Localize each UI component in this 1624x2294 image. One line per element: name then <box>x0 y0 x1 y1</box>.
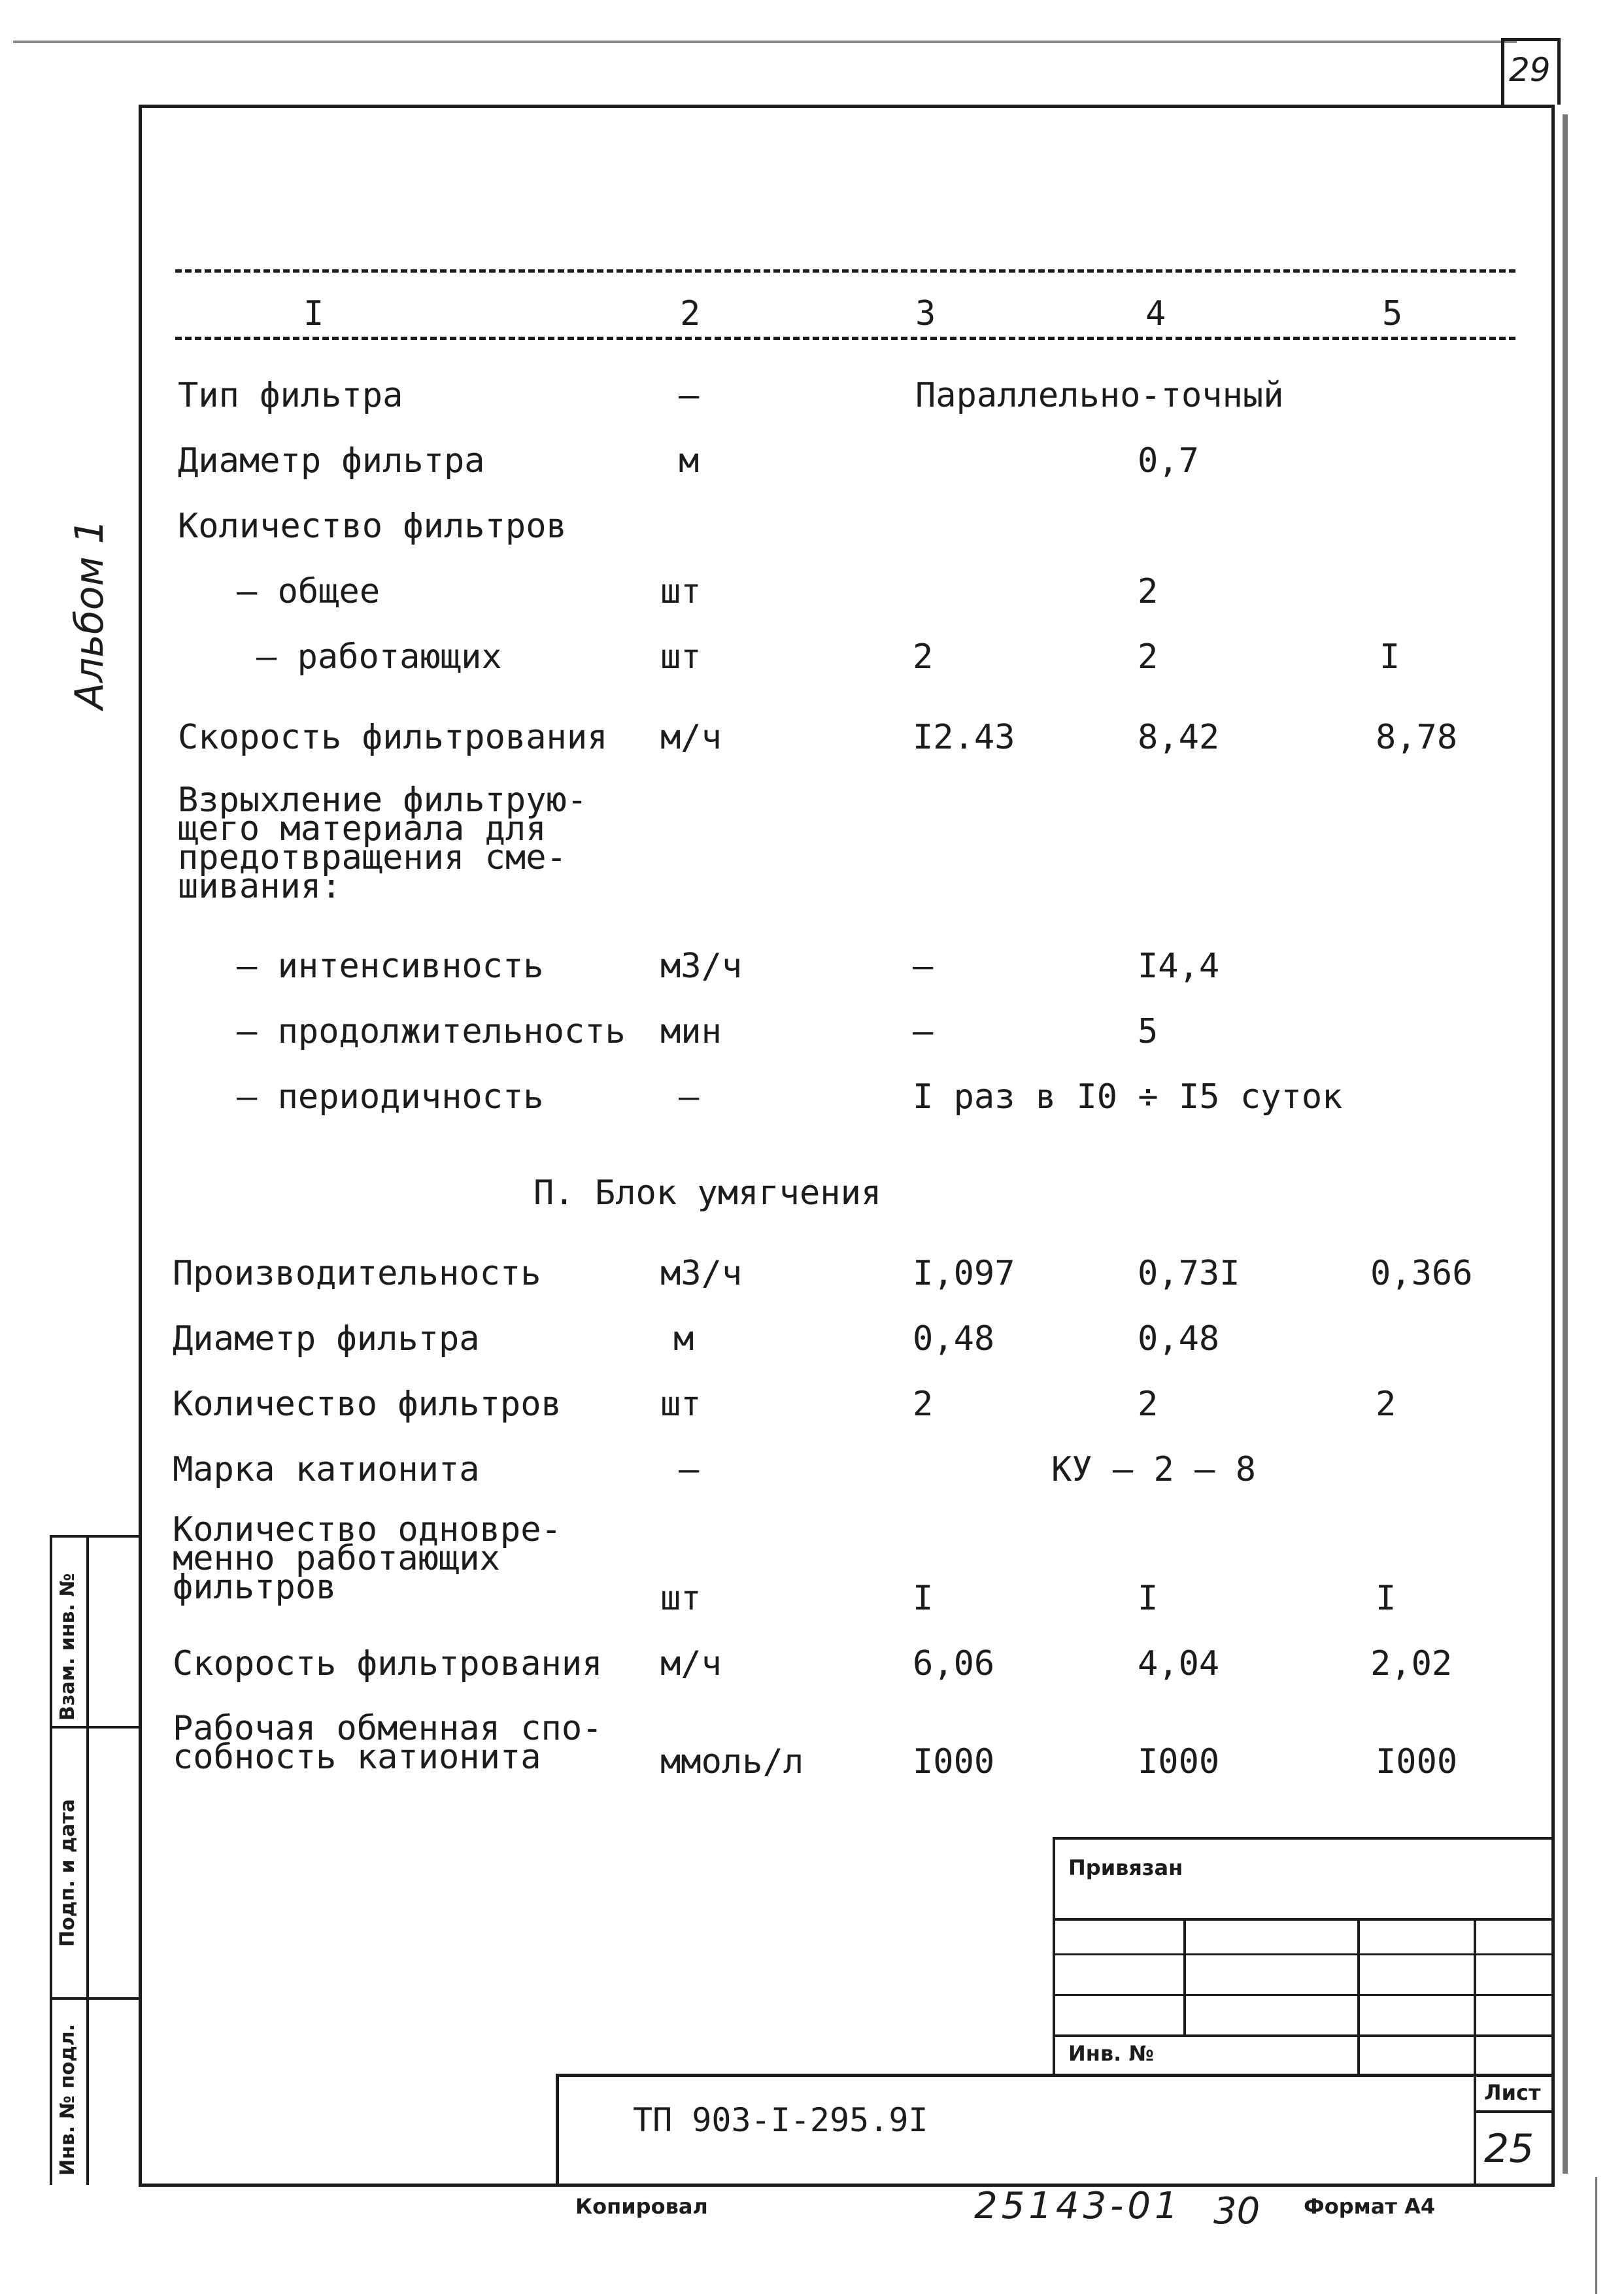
row-total-c4: 2 <box>1138 572 1159 611</box>
format-label: Формат А4 <box>1304 2194 1436 2219</box>
row-diameter2-c3: 0,48 <box>913 1319 995 1358</box>
row-diameter-label: Диаметр фильтра <box>178 441 485 481</box>
bound-grid-h2 <box>1053 1953 1555 1955</box>
sheet-label: Лист <box>1484 2080 1541 2105</box>
row-capacity-c4: I000 <box>1138 1742 1220 1781</box>
stamp-outer-left <box>50 1535 52 2185</box>
row-quantity-label: Количество фильтров <box>178 507 567 546</box>
header-dash-top <box>175 269 1515 273</box>
copied-label: Копировал <box>575 2194 708 2219</box>
corner-box-right <box>1557 38 1561 105</box>
corner-page-number: 29 <box>1509 51 1551 89</box>
row-speed-unit: м/ч <box>660 718 722 757</box>
bound-box-left <box>1053 1837 1055 2076</box>
row-speed2-label: Скорость фильтрования <box>173 1644 603 1683</box>
title-row-top <box>556 2074 1555 2077</box>
sheet-box-mid <box>1474 2110 1555 2113</box>
row-quantity2-c3: 2 <box>913 1385 934 1424</box>
frame-right <box>1551 105 1555 2186</box>
row-working-c3: 2 <box>913 637 934 677</box>
stamp-div-0 <box>50 1535 141 1538</box>
top-edge-line <box>13 41 1517 43</box>
document-code: ТП 903-I-295.9I <box>633 2101 928 2139</box>
stamp-div-1 <box>50 1726 141 1729</box>
row-speed-c3: I2.43 <box>913 718 1015 757</box>
row-speed2-c5: 2,02 <box>1370 1644 1453 1683</box>
sheet-number: 25 <box>1484 2126 1534 2172</box>
frame-right-shadow <box>1563 114 1568 2174</box>
row-speed-c5: 8,78 <box>1376 718 1458 757</box>
section-softening-title: П. Блок умягчения <box>533 1173 882 1213</box>
inv-label: Инв. № <box>1068 2041 1154 2066</box>
frame-left <box>139 105 142 2186</box>
row-duration-label: – продолжительность <box>237 1012 626 1051</box>
loosening-label: Взрыхление фильтрую- щего материала для предотвращения сме- шивания: <box>178 781 588 906</box>
row-periodicity-value: I раз в I0 ÷ I5 суток <box>913 1077 1343 1117</box>
corner-box-left <box>1501 38 1504 105</box>
col-number-4: 4 <box>1139 294 1172 333</box>
row-diameter2-c4: 0,48 <box>1138 1319 1220 1358</box>
row-speed2-c3: 6,06 <box>913 1644 995 1683</box>
row-simultaneous-c4: I <box>1138 1579 1159 1618</box>
row-productivity-c4: 0,73I <box>1138 1254 1240 1293</box>
row-capacity-c3: I000 <box>913 1742 995 1781</box>
row-simultaneous-c5: I <box>1376 1579 1396 1618</box>
page-right-edge <box>1595 2177 1597 2294</box>
stamp-orig-inv: Инв. № подл. <box>56 2023 79 2176</box>
stamp-sign-date: Подп. и дата <box>56 1798 79 1947</box>
row-quantity2-unit: шт <box>660 1385 702 1424</box>
row-working-label: – работающих <box>256 637 502 677</box>
bound-grid-h1 <box>1053 1918 1555 1921</box>
bound-grid-h4 <box>1053 2034 1555 2037</box>
col-number-1: I <box>297 294 330 333</box>
row-periodicity-label: – периодичность <box>237 1077 544 1117</box>
row-quantity2-c5: 2 <box>1376 1385 1396 1424</box>
row-intensity-c4: I4,4 <box>1138 947 1220 986</box>
row-cationite-label: Марка катионита <box>173 1450 480 1489</box>
sheet-box-left <box>1474 2074 1476 2186</box>
simultaneous-label: Количество одновре- менно работающих фильтров <box>173 1510 562 1607</box>
row-working-c4: 2 <box>1138 637 1159 677</box>
row-filter-type-value: Параллельно-точный <box>915 376 1284 415</box>
capacity-label: Рабочая обменная спо- собность катионита <box>173 1709 603 1777</box>
bound-grid-v2 <box>1357 1918 1360 2075</box>
row-productivity-label: Производительность <box>173 1254 541 1293</box>
row-filter-type-label: Тип фильтра <box>178 376 403 415</box>
corner-box-top <box>1501 38 1561 41</box>
header-dash-bottom <box>175 337 1515 340</box>
row-simultaneous-unit: шт <box>660 1579 702 1618</box>
row-duration-c3: – <box>913 1012 934 1051</box>
row-capacity-unit: ммоль/л <box>660 1742 804 1781</box>
row-simultaneous-c3: I <box>913 1579 934 1618</box>
row-quantity2-label: Количество фильтров <box>173 1385 562 1424</box>
row-duration-unit: мин <box>660 1012 722 1051</box>
row-productivity-c3: I,097 <box>913 1254 1015 1293</box>
row-capacity-c5: I000 <box>1376 1742 1458 1781</box>
stamp-div-2 <box>50 1997 141 2000</box>
row-cationite-unit: – <box>679 1450 700 1489</box>
row-productivity-c5: 0,366 <box>1370 1254 1473 1293</box>
row-diameter-c4: 0,7 <box>1138 441 1199 481</box>
row-duration-c4: 5 <box>1138 1012 1159 1051</box>
row-periodicity-unit: – <box>679 1077 700 1117</box>
row-total-unit: шт <box>660 572 702 611</box>
row-speed-c4: 8,42 <box>1138 718 1220 757</box>
row-productivity-unit: м3/ч <box>660 1254 743 1293</box>
row-intensity-label: – интенсивность <box>237 947 544 986</box>
bound-box-top <box>1053 1837 1555 1840</box>
order-suffix: 30 <box>1213 2190 1260 2233</box>
frame-bottom <box>139 2184 1555 2187</box>
row-intensity-unit: м3/ч <box>660 947 743 986</box>
col-number-5: 5 <box>1376 294 1409 333</box>
bound-grid-h3 <box>1053 1994 1555 1996</box>
row-speed-label: Скорость фильтрования <box>178 718 608 757</box>
bound-grid-v3 <box>1474 1918 1476 2075</box>
bound-label: Привязан <box>1068 1855 1183 1880</box>
row-intensity-c3: – <box>913 947 934 986</box>
stamp-replace-inv: Взам. инв. № <box>56 1573 79 1721</box>
row-quantity2-c4: 2 <box>1138 1385 1159 1424</box>
stamp-inner-left <box>86 1535 89 2185</box>
row-working-unit: шт <box>660 637 702 677</box>
order-number: 25143-01 <box>974 2185 1182 2227</box>
bound-grid-v1 <box>1183 1918 1186 2036</box>
row-diameter-unit: м <box>679 441 700 481</box>
row-cationite-value: КУ – 2 – 8 <box>1051 1450 1257 1489</box>
title-row-left <box>556 2074 559 2186</box>
row-diameter2-label: Диаметр фильтра <box>173 1319 480 1358</box>
row-speed2-c4: 4,04 <box>1138 1644 1220 1683</box>
row-filter-type-unit: – <box>679 376 700 415</box>
frame-top <box>139 105 1555 108</box>
album-label: Альбом 1 <box>67 519 112 709</box>
col-number-2: 2 <box>673 294 707 333</box>
row-working-c5: I <box>1379 637 1400 677</box>
row-diameter2-unit: м <box>673 1319 694 1358</box>
row-total-label: – общее <box>237 572 381 611</box>
col-number-3: 3 <box>909 294 942 333</box>
row-speed2-unit: м/ч <box>660 1644 722 1683</box>
